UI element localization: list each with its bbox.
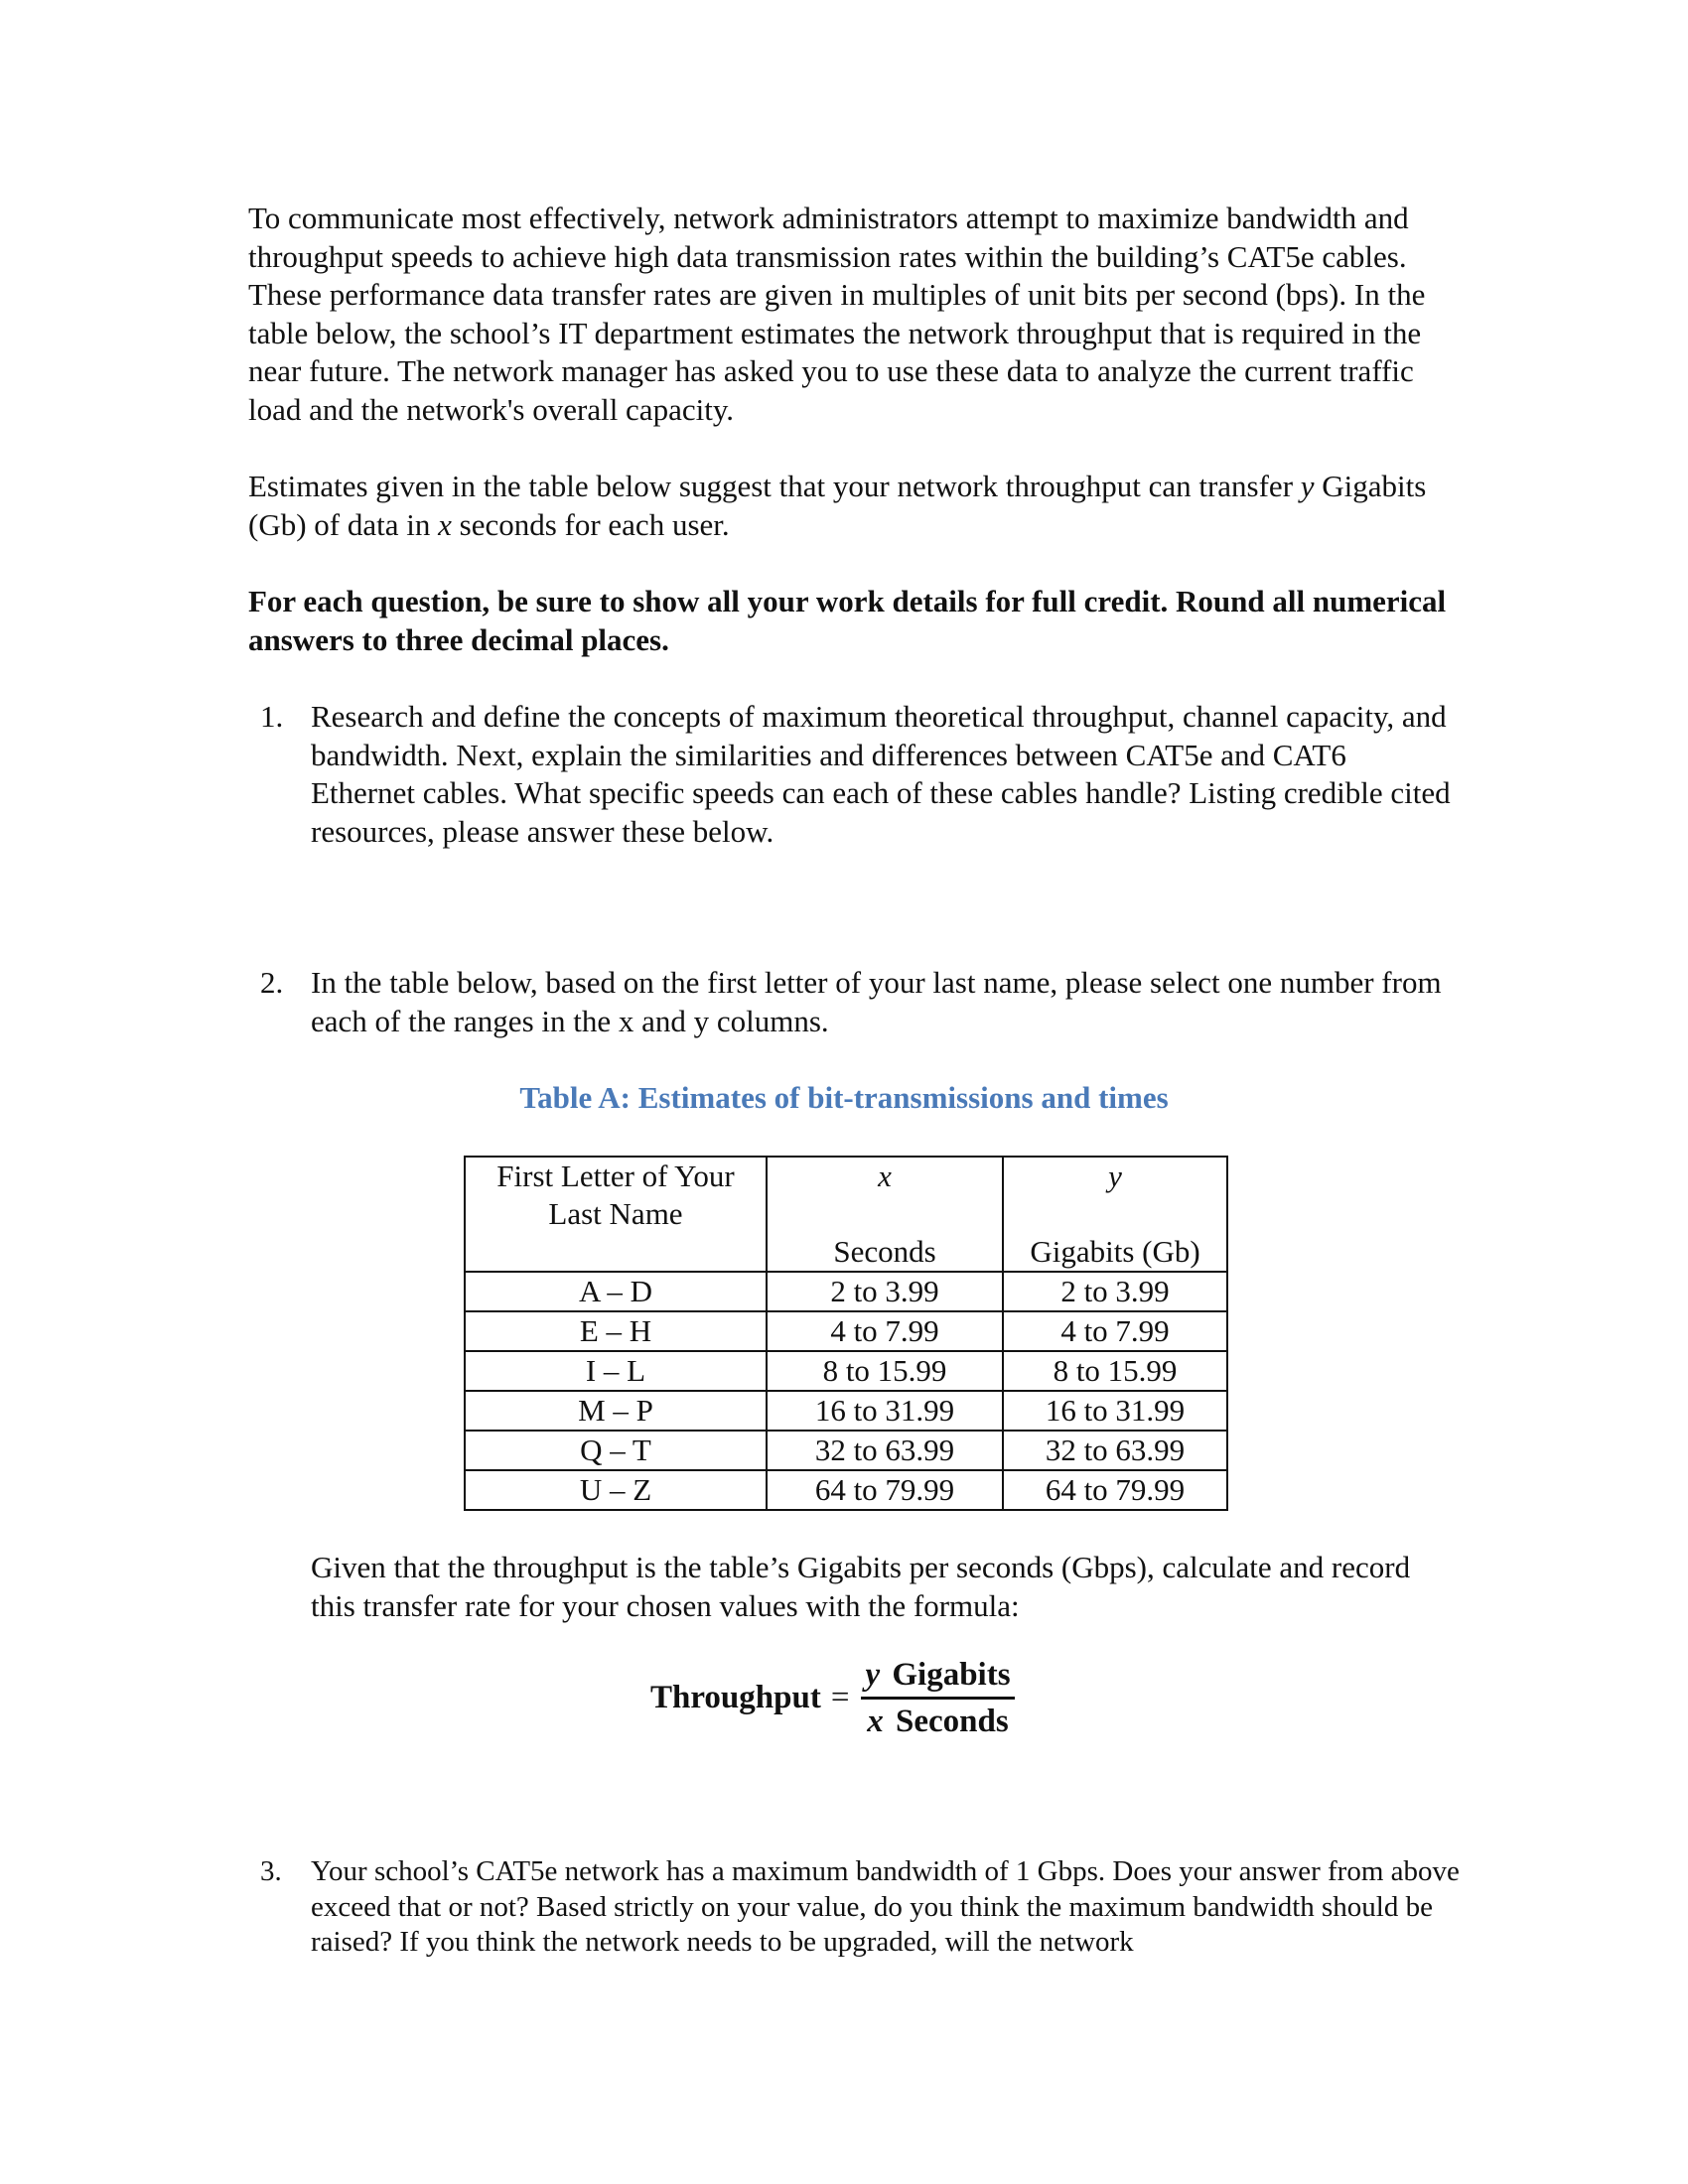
table-header-row <box>465 1157 1227 1272</box>
throughput-formula: Throughput = $\frac{\text{y Gigabits}}{\text{x Seconds}}$ <box>650 1653 1015 1743</box>
header-x: x Seconds <box>767 1157 1003 1272</box>
cell: 8 to 15.99 <box>767 1351 1003 1391</box>
cell: U – Z <box>465 1470 767 1510</box>
cell: Q – T <box>465 1431 767 1470</box>
table-row <box>465 1470 1227 1510</box>
cell: 64 to 79.99 <box>1003 1470 1227 1510</box>
estimates-table <box>464 1156 1228 1511</box>
intro-paragraph: To communicate most effectively, network administrators attempt to maximize bandwidth and throughput speeds to achieve high data transmission rates within the building’s CAT5e cables. These performance data transfer rates are given in multiples of unit bits per second (bps). In the table below, the school’s IT department estimates the network throughput that is required in the near future. The network manager has asked you to use these data to analyze the current traffic load and the network's overall capacity. <box>248 201 1426 427</box>
cell: 16 to 31.99 <box>1003 1391 1227 1431</box>
cell: 2 to 3.99 <box>1003 1272 1227 1311</box>
table-caption: Table A: Estimates of bit-transmissions and times <box>519 1080 1169 1115</box>
table-row <box>465 1431 1227 1470</box>
cell: 4 to 7.99 <box>1003 1311 1227 1351</box>
table-row <box>465 1311 1227 1351</box>
table-row <box>465 1391 1227 1431</box>
cell: M – P <box>465 1391 767 1431</box>
instructions: For each question, be sure to show all your work details for full credit. Round all numerical answers to three decimal places. <box>248 584 1447 657</box>
cell: 2 to 3.99 <box>767 1272 1003 1311</box>
cell: 64 to 79.99 <box>767 1470 1003 1510</box>
table-row <box>465 1351 1227 1391</box>
cell: 4 to 7.99 <box>767 1311 1003 1351</box>
cell: A – D <box>465 1272 767 1311</box>
table-row <box>465 1272 1227 1311</box>
cell: E – H <box>465 1311 767 1351</box>
cell: 8 to 15.99 <box>1003 1351 1227 1391</box>
header-y: y Gigabits (Gb) <box>1003 1157 1227 1272</box>
cell: I – L <box>465 1351 767 1391</box>
formula-fraction: $\frac{\text{y Gigabits}}{\text{x Seconds}}$ <box>861 1653 1014 1743</box>
cell: 32 to 63.99 <box>767 1431 1003 1470</box>
header-letter: First Letter of Your Last Name <box>465 1157 767 1272</box>
estimates-paragraph: Estimates given in the table below suggest that your network throughput can transfer y Gigabits (Gb) of data in x seconds for each user. <box>248 469 1427 542</box>
formula-lhs: Throughput <box>650 1680 821 1715</box>
cell: 16 to 31.99 <box>767 1391 1003 1431</box>
cell: 32 to 63.99 <box>1003 1431 1227 1470</box>
